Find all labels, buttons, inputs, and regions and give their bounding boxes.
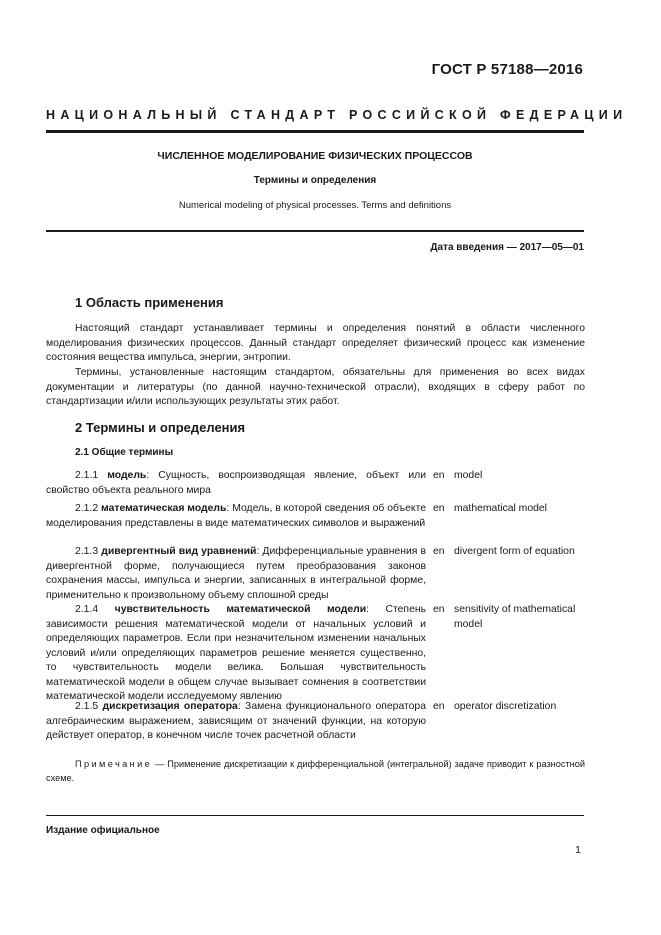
introduction-date: Дата введения — 2017—05—01 (430, 242, 584, 253)
term-name: математическая модель (101, 503, 227, 514)
document-title: ЧИСЛЕННОЕ МОДЕЛИРОВАНИЕ ФИЗИЧЕСКИХ ПРОЦЕССОВ (157, 150, 473, 162)
term-number: 2.1.2 (75, 503, 99, 514)
language-label: en (433, 503, 445, 514)
term-number: 2.1.4 (75, 604, 99, 615)
term-name: чувствительность математической модели (114, 604, 367, 615)
national-standard-banner: НАЦИОНАЛЬНЫЙ СТАНДАРТ РОССИЙСКОЙ ФЕДЕРАЦИИ (46, 108, 628, 122)
note-text: — Применение дискретизации к дифференциальной (интегральной) задаче приводит к разностной схеме. (46, 759, 585, 783)
footer-divider (46, 815, 584, 816)
term-definition: : Сущность, воспроизводящая явление, объект или свойство объекта реального мира (46, 470, 427, 496)
title-divider (46, 230, 584, 232)
term-entry (46, 545, 426, 603)
document-subtitle: Термины и определения (253, 175, 377, 186)
note (46, 758, 585, 785)
term-entry (46, 469, 426, 498)
term-entry (46, 700, 426, 744)
term-number: 2.1.5 (75, 701, 99, 712)
subsection-2-1-heading: 2.1 Общие термины (75, 447, 174, 458)
language-label: en (433, 546, 445, 557)
term-entry (46, 502, 426, 531)
language-label: en (433, 604, 445, 615)
edition-label: Издание официальное (46, 825, 160, 836)
term-name: дивергентный вид уравнений (101, 546, 257, 557)
term-number: 2.1.1 (75, 470, 99, 481)
header-divider (46, 130, 584, 133)
term-definition: : Степень зависимости решения математической модели от начальных условий и определяющих параметров. Если при незначительном изменении начальных условий и/или определяющих параметров решение меняется существенно, то чувствительность модели велика. Большая чувствительность математической модели в общем случае вызывает сомнения в соответствии математической модели исследуемому явлению (46, 604, 426, 702)
english-term: operator discretization (454, 701, 557, 712)
term-definition: : Замена функционального оператора алгебраическим выражением, зависящим от значений функции, на которую действует оператор, в конечном числе точек расчетной области (46, 701, 426, 741)
term-name: дискретизация оператора (102, 701, 238, 712)
section-1-heading: 1 Область применения (75, 295, 224, 310)
section-1-paragraph: Настоящий стандарт устанавливает термины и определения понятий в области численного моделирования физических процессов. Данный стандарт определяет физический процесс как изменение состояния вещества импульса, энергии, энтропии. (46, 323, 585, 363)
term-definition: : Дифференциальные уравнения в дивергентной форме, получающиеся путем преобразования законов сохранения массы, импульса и энергии, записанных в интегральной форме, применительно к произвольному объему сплошной среды (46, 546, 426, 601)
section-2-heading: 2 Термины и определения (75, 420, 246, 435)
language-label: en (433, 701, 445, 712)
english-term: mathematical model (454, 503, 547, 514)
document-title-english: Numerical modeling of physical processes. Terms and definitions (178, 200, 452, 211)
term-definition: : Модель, в которой сведения об объекте моделирования представлены в виде математических символов и выражений (46, 503, 426, 529)
page-number: 1 (575, 844, 581, 856)
english-term: model (454, 470, 483, 481)
english-term: sensitivity of mathematical model (454, 604, 576, 630)
language-label: en (433, 470, 445, 481)
term-name: модель (107, 470, 147, 481)
note-label: Примечание (75, 759, 153, 769)
document-code: ГОСТ Р 57188—2016 (431, 61, 583, 78)
term-number: 2.1.3 (75, 546, 99, 557)
english-term: divergent form of equation (454, 546, 575, 557)
term-entry (46, 603, 426, 705)
section-1-paragraph: Термины, установленные настоящим стандартом, обязательны для применения во всех видах документации и литературы (по данной научно-технической отрасли), входящих в сферу работ по стандартизации и/или использующих результаты этих работ. (46, 367, 585, 407)
